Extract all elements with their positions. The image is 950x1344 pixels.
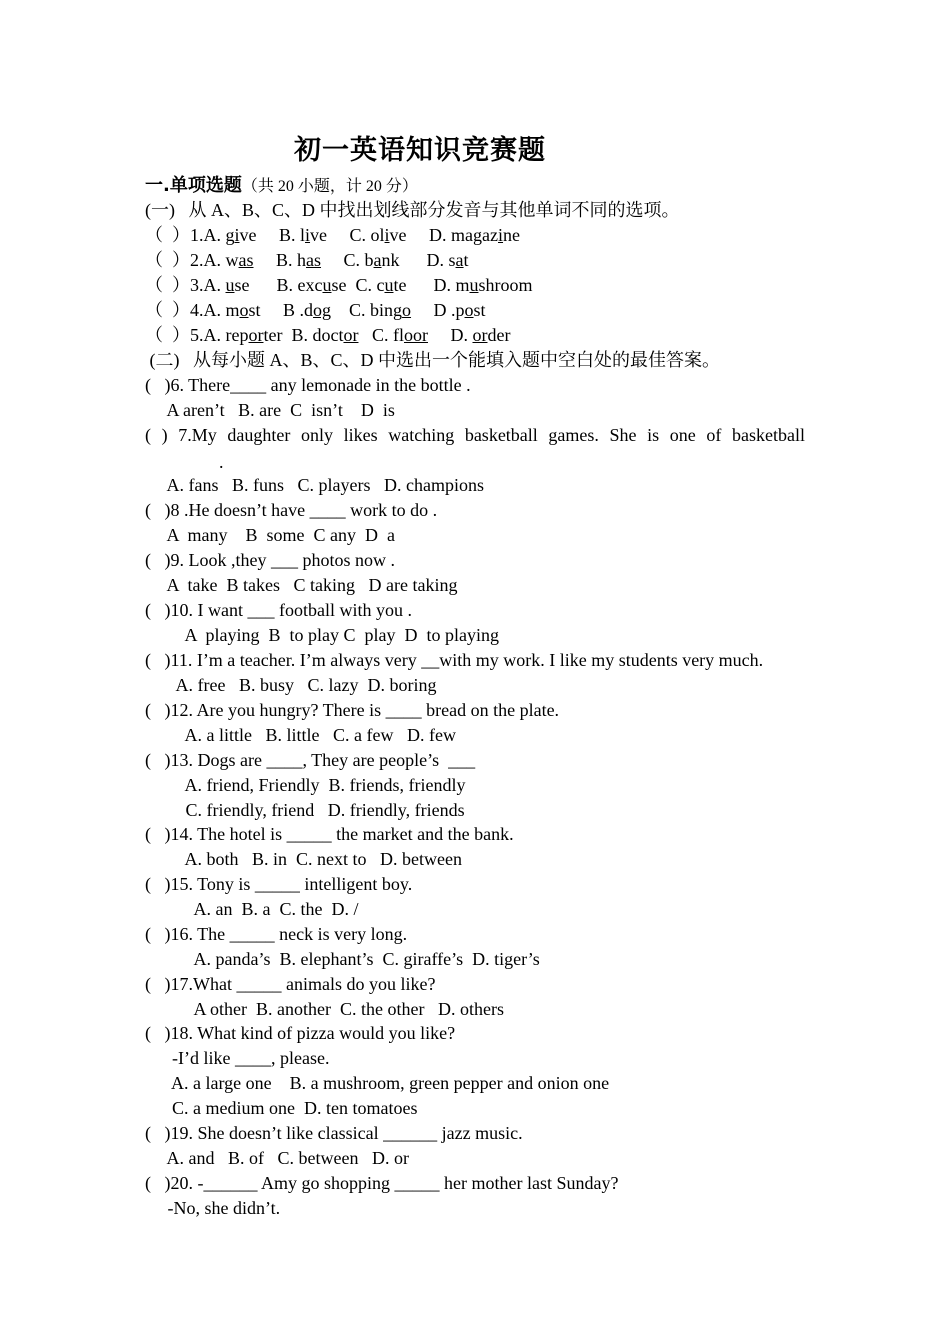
question-19: ( )19. She doesn’t like classical ______ jazz music.	[145, 1123, 523, 1143]
question-10-options: A playing B to play C play D to playing	[145, 625, 499, 645]
question-16-options: A. panda’s B. elephant’s C. giraffe’s D. tiger’s	[145, 949, 540, 969]
question-4: （ ）4.A. most B .dog C. bingo D .post	[145, 300, 486, 320]
question-14-options: A. both B. in C. next to D. between	[145, 849, 462, 869]
section-heading	[145, 173, 418, 199]
question-12-options: A. a little B. little C. a few D. few	[145, 725, 456, 745]
question-11-options: A. free B. busy C. lazy D. boring	[145, 675, 437, 695]
question-17: ( )17.What _____ animals do you like?	[145, 974, 436, 994]
question-3: （ ）3.A. use B. excuse C. cute D. mushroom	[145, 275, 533, 295]
question-20-response: -No, she didn’t.	[145, 1198, 281, 1218]
question-20: ( )20. -______ Amy go shopping _____ her mother last Sunday?	[145, 1173, 619, 1193]
part2-instruction: (二) 从每小题 A、B、C、D 中选出一个能填入题中空白处的最佳答案。	[145, 350, 720, 370]
question-15-options: A. an B. a C. the D. /	[145, 899, 359, 919]
section-title: 一.单项选题	[145, 175, 242, 196]
question-18-response: -I’d like ____, please.	[145, 1048, 330, 1068]
question-6: ( )6. There____ any lemonade in the bottle .	[145, 375, 471, 395]
question-7-options: A. fans B. funs C. players D. champions	[145, 475, 484, 495]
question-18-options-2: C. a medium one D. ten tomatoes	[145, 1098, 418, 1118]
question-5: （ ）5.A. reporter B. doctor C. floor D. order	[145, 325, 511, 345]
page-title: 初一英语知识竞赛题	[294, 135, 546, 166]
question-18-options-1: A. a large one B. a mushroom, green pepper and onion one	[145, 1073, 610, 1093]
section-note: （共 20 小题，计 20 分）	[241, 178, 418, 195]
question-9-options: A take B takes C taking D are taking	[145, 575, 458, 595]
question-14: ( )14. The hotel is _____ the market and the bank.	[145, 824, 514, 844]
question-1: （ ）1.A. give B. live C. olive D. magazine	[145, 225, 521, 245]
question-16: ( )16. The _____ neck is very long.	[145, 924, 408, 944]
question-11: ( )11. I’m a teacher. I’m always very __with my work. I like my students very much.	[145, 650, 764, 670]
question-18: ( )18. What kind of pizza would you like?	[145, 1023, 456, 1043]
question-7: ( ) 7.My daughter only likes watching basketball games. She is one of basketball	[145, 425, 805, 445]
question-15: ( )15. Tony is _____ intelligent boy.	[145, 874, 413, 894]
question-10: ( )10. I want ___ football with you .	[145, 600, 412, 620]
question-12: ( )12. Are you hungry? There is ____ bread on the plate.	[145, 700, 560, 720]
question-17-options: A other B. another C. the other D. others	[145, 999, 504, 1019]
question-6-options: A aren’t B. are C isn’t D is	[145, 400, 395, 420]
question-8: ( )8 .He doesn’t have ____ work to do .	[145, 500, 438, 520]
question-19-options: A. and B. of C. between D. or	[145, 1148, 409, 1168]
question-2: （ ）2.A. was B. has C. bank D. sat	[145, 250, 469, 270]
question-8-options: A many B some C any D a	[145, 525, 395, 545]
question-9: ( )9. Look ,they ___ photos now .	[145, 550, 395, 570]
question-13-options-2: C. friendly, friend D. friendly, friends	[145, 800, 465, 820]
question-7-blank: .	[219, 452, 224, 472]
question-13-options-1: A. friend, Friendly B. friends, friendly	[145, 775, 466, 795]
part1-instruction: (一) 从 A、B、C、D 中找出划线部分发音与其他单词不同的选项。	[145, 200, 680, 220]
question-13: ( )13. Dogs are ____, They are people’s ___	[145, 750, 476, 770]
